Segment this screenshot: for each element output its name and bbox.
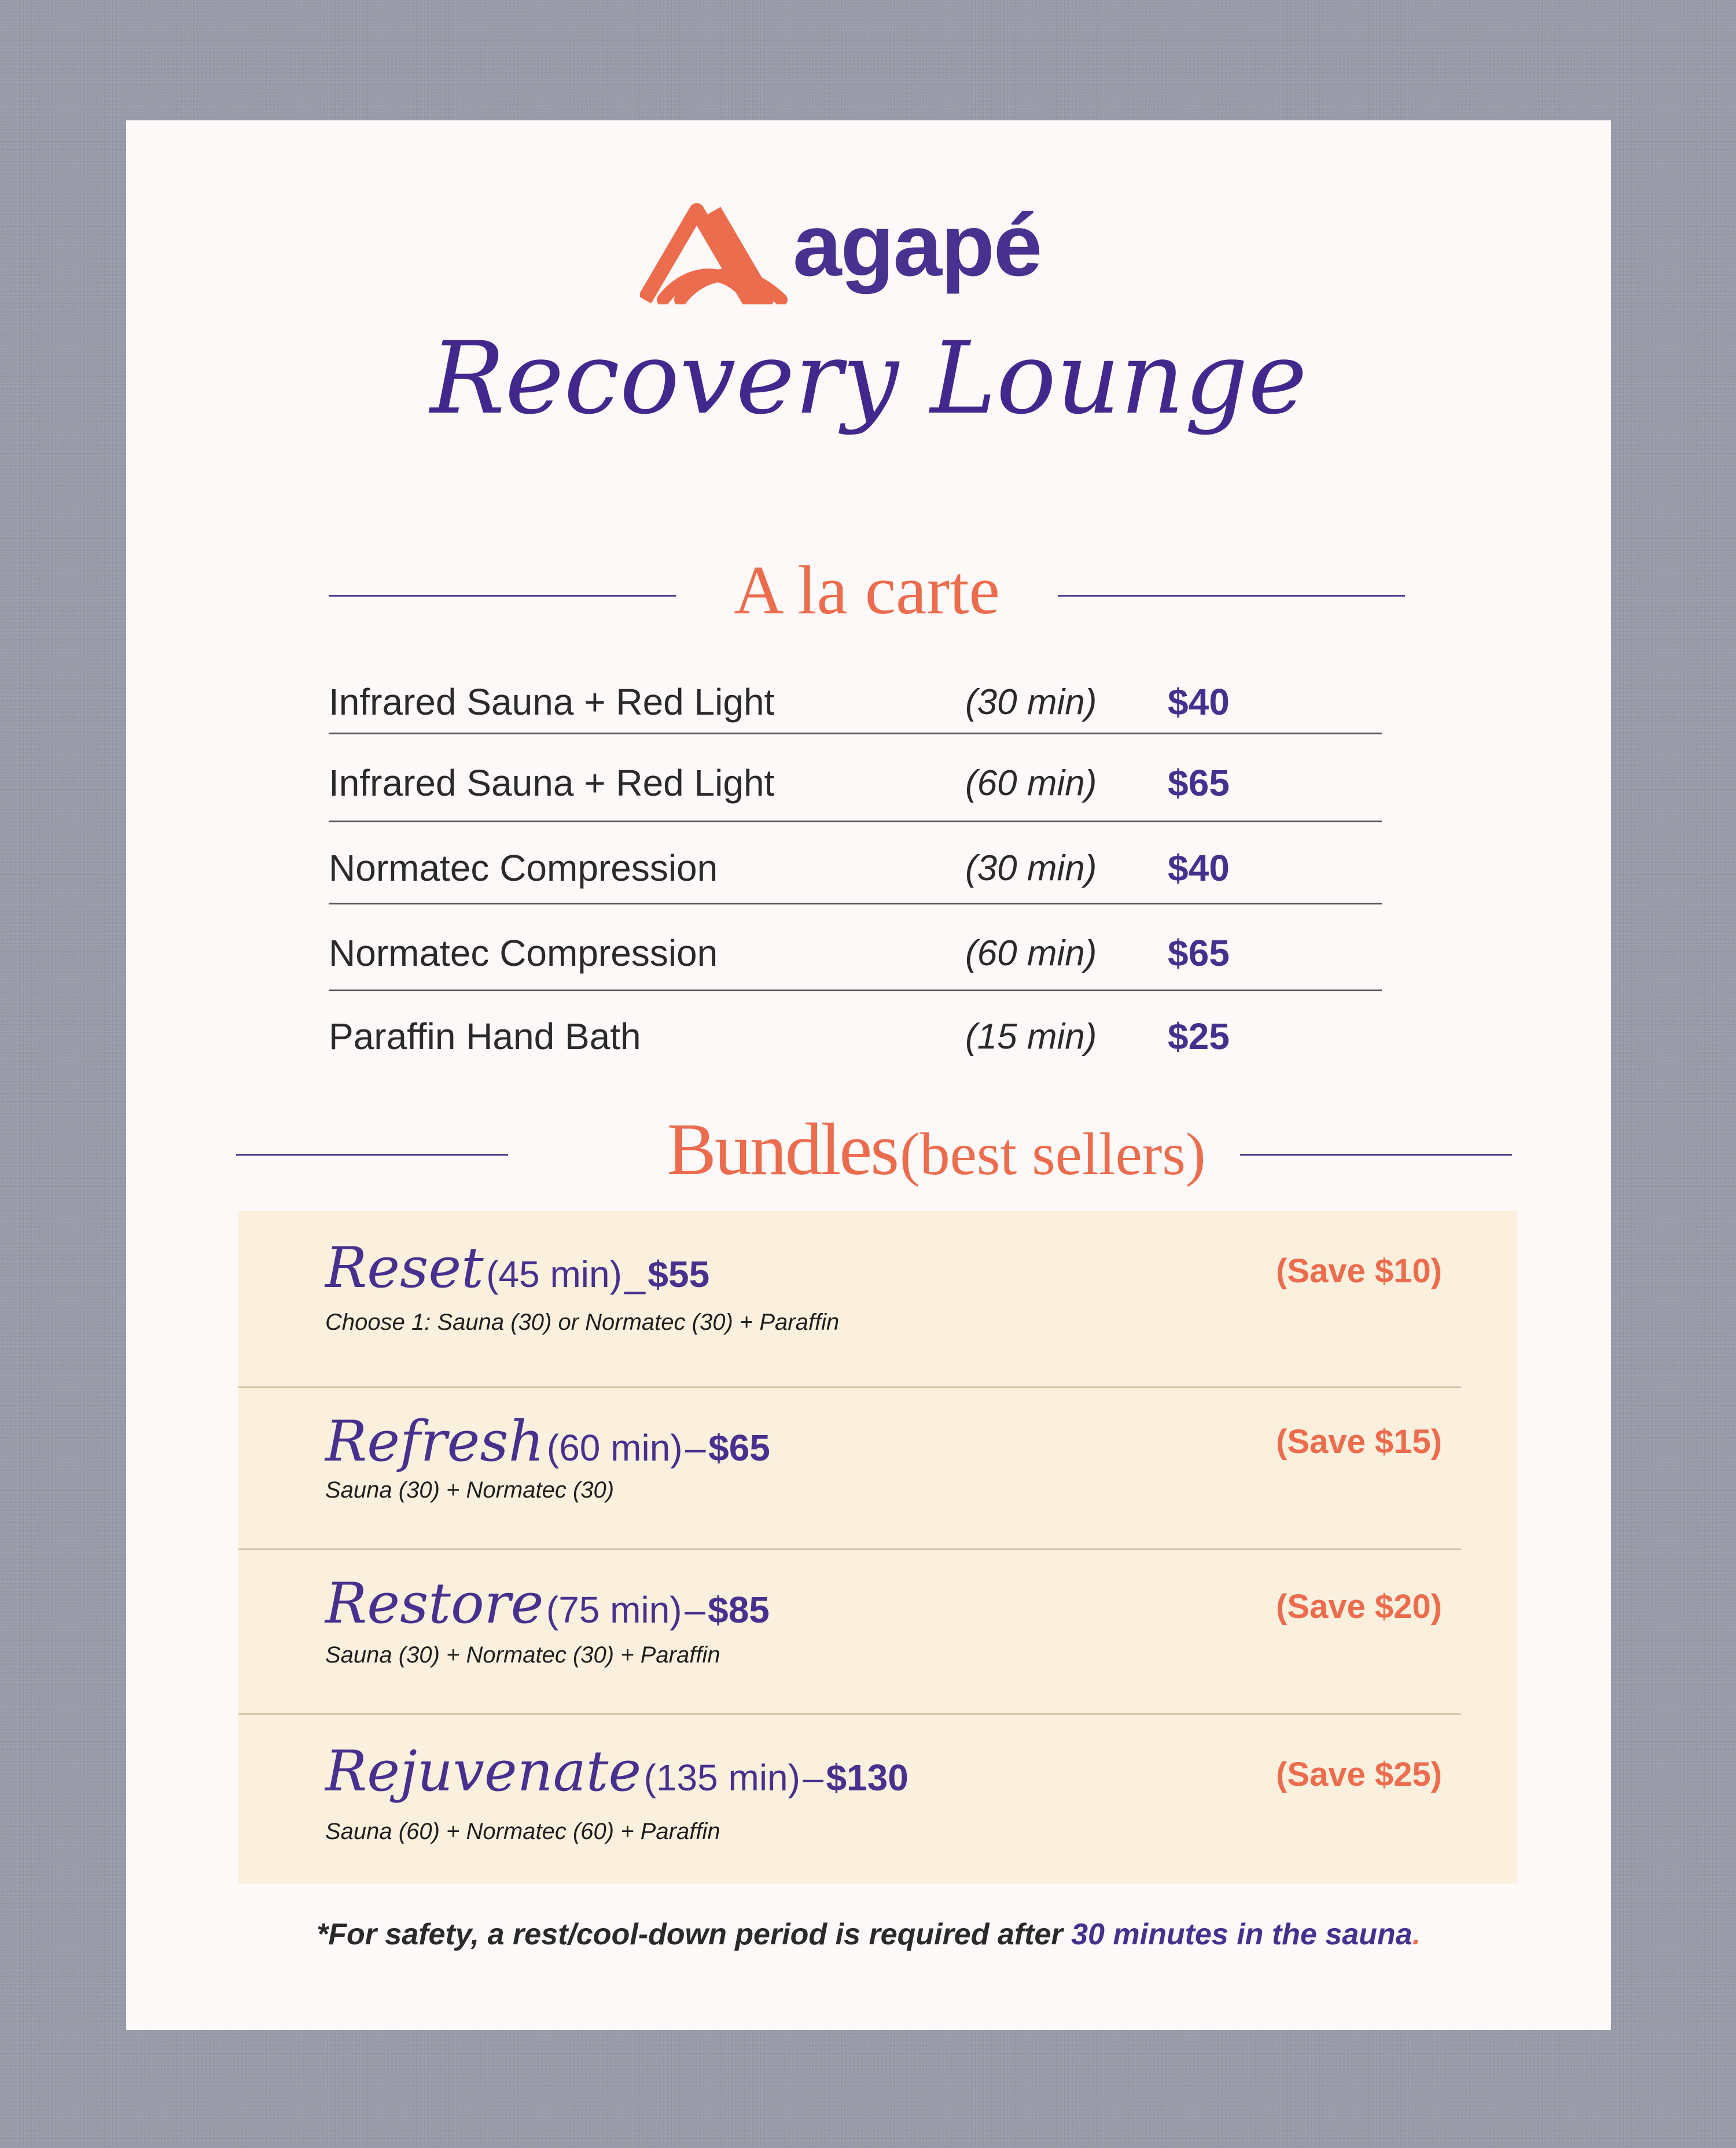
item-duration: (30 min) xyxy=(965,848,1097,888)
item-duration: (60 min) xyxy=(965,933,1097,973)
footnote-text: *For safety, a rest/cool-down period is required after xyxy=(316,1918,1072,1951)
item-duration: (30 min) xyxy=(965,682,1097,722)
list-item xyxy=(329,659,1382,728)
item-name: Normatec Compression xyxy=(329,932,718,974)
bundle-title xyxy=(325,1235,710,1300)
list-item xyxy=(329,910,1382,979)
item-name: Infrared Sauna + Red Light xyxy=(329,762,775,804)
bundle-savings: (Save $15) xyxy=(1276,1423,1442,1461)
bundle-divider xyxy=(238,1549,1461,1550)
item-price: $40 xyxy=(1168,847,1230,889)
bundle-details: Sauna (30) + Normatec (30) xyxy=(325,1477,615,1503)
bundle-details: Sauna (60) + Normatec (60) + Paraffin xyxy=(325,1819,720,1844)
bundle-details: Sauna (30) + Normatec (30) + Paraffin xyxy=(325,1642,720,1668)
bundles-heading-main: Bundles xyxy=(667,1108,898,1190)
bundle-divider xyxy=(238,1386,1461,1388)
item-duration: (60 min) xyxy=(965,763,1097,803)
agape-logo-icon xyxy=(640,200,788,304)
bundle-dash: _ xyxy=(624,1253,645,1295)
footnote-highlight: 30 minutes in the sauna xyxy=(1071,1918,1413,1951)
bundle-duration: (60 min) xyxy=(546,1427,683,1469)
bundle-savings: (Save $20) xyxy=(1276,1588,1442,1625)
row-divider xyxy=(329,733,1382,734)
bundle-name: Restore xyxy=(325,1571,544,1636)
bundle-price: $65 xyxy=(708,1427,770,1469)
list-item xyxy=(329,740,1382,809)
bundle-divider xyxy=(238,1713,1461,1715)
list-item xyxy=(329,825,1382,894)
bundle-duration: (75 min) xyxy=(546,1589,682,1631)
list-item xyxy=(329,993,1382,1062)
bundle-item xyxy=(238,1553,1517,1703)
section-heading-a-la-carte: A la carte xyxy=(734,551,1000,628)
bundle-title xyxy=(325,1571,770,1636)
bundle-name: Reset xyxy=(325,1235,484,1300)
bundle-savings: (Save $10) xyxy=(1276,1252,1442,1290)
row-divider xyxy=(329,903,1382,904)
bundle-dash: – xyxy=(803,1757,823,1798)
item-name: Infrared Sauna + Red Light xyxy=(329,681,775,723)
bundle-price: $85 xyxy=(708,1589,770,1631)
item-price: $40 xyxy=(1168,681,1230,723)
bundle-price: $130 xyxy=(826,1757,909,1798)
item-name: Paraffin Hand Bath xyxy=(329,1016,641,1057)
page-title: Recovery Lounge xyxy=(430,320,1307,436)
row-divider xyxy=(329,990,1382,991)
bundle-item xyxy=(238,1717,1517,1868)
menu-card xyxy=(126,120,1611,2030)
item-price: $25 xyxy=(1168,1016,1230,1057)
bundles-heading-suffix: (best sellers) xyxy=(900,1121,1206,1187)
bundle-details: Choose 1: Sauna (30) or Normatec (30) + Paraffin xyxy=(325,1310,840,1335)
bundle-price: $55 xyxy=(648,1253,710,1295)
bundle-savings: (Save $25) xyxy=(1276,1756,1442,1793)
bundle-duration: (45 min) xyxy=(486,1253,622,1295)
item-duration: (15 min) xyxy=(965,1017,1097,1057)
bundle-title xyxy=(325,1739,909,1804)
bundle-dash: – xyxy=(685,1427,706,1469)
bundle-title xyxy=(325,1409,770,1474)
divider-line xyxy=(1058,595,1405,597)
item-price: $65 xyxy=(1168,762,1230,804)
brand-name: agapé xyxy=(793,196,1042,295)
divider-line xyxy=(236,1154,508,1156)
bundles-panel xyxy=(238,1211,1517,1884)
bundle-name: Rejuvenate xyxy=(325,1739,642,1804)
row-divider xyxy=(329,821,1382,822)
footnote-end: . xyxy=(1412,1918,1421,1951)
divider-line xyxy=(329,595,676,597)
item-price: $65 xyxy=(1168,932,1230,974)
bundle-name: Refresh xyxy=(325,1409,545,1474)
section-heading-bundles xyxy=(520,1108,1353,1190)
bundle-duration: (135 min) xyxy=(643,1757,800,1798)
item-name: Normatec Compression xyxy=(329,847,718,889)
bundle-item xyxy=(238,1391,1517,1541)
bundle-dash: – xyxy=(685,1589,705,1631)
bundle-item xyxy=(238,1211,1517,1362)
divider-line xyxy=(1240,1154,1512,1156)
safety-footnote xyxy=(126,1917,1611,1952)
